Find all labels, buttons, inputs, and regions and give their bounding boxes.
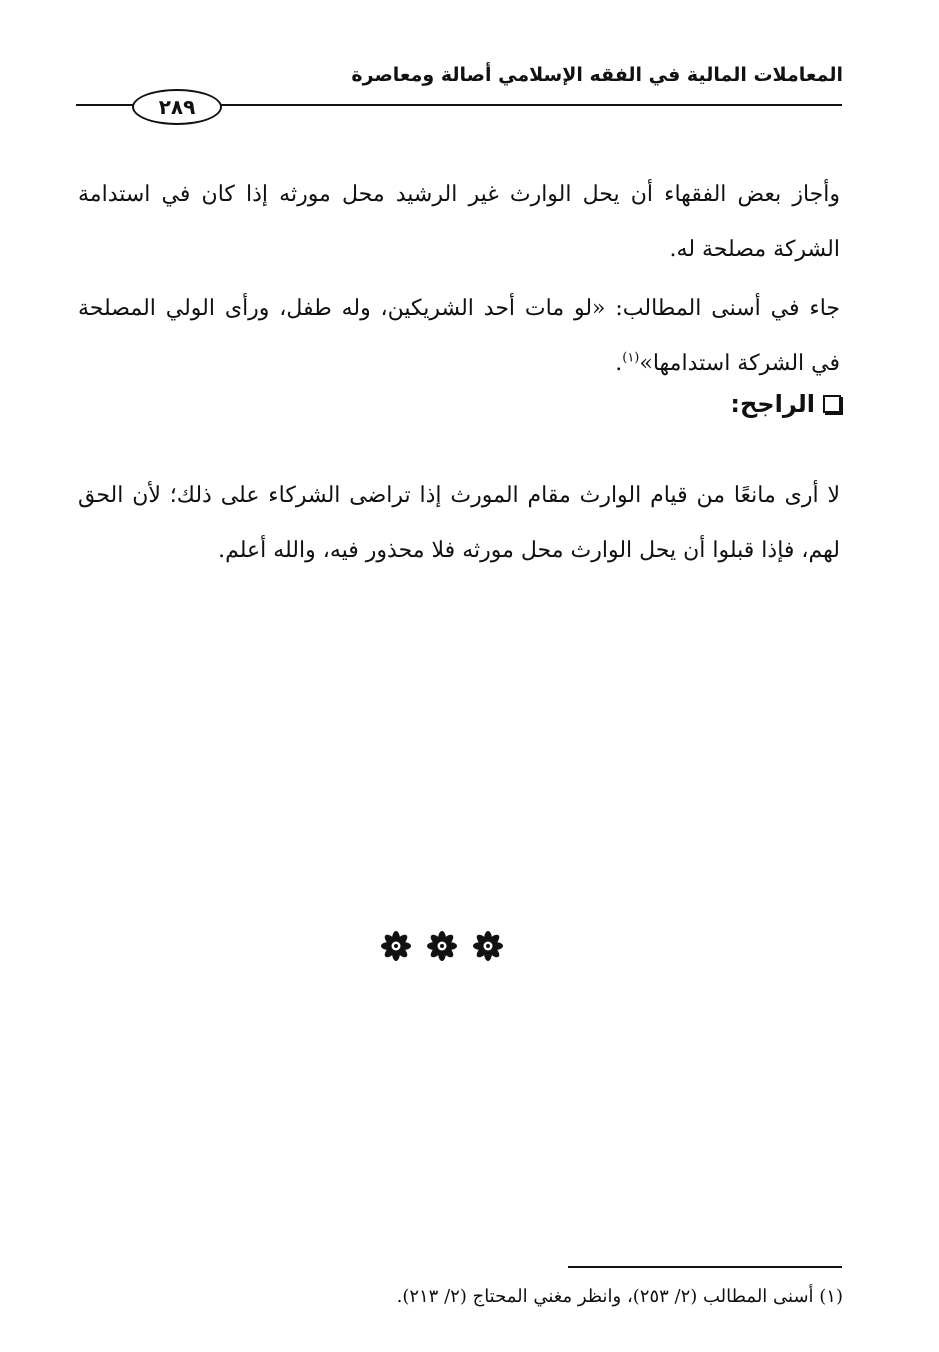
page-number-badge: ٢٨٩: [132, 89, 222, 125]
paragraph-conclusion: لا أرى مانعًا من قيام الوارث مقام المورث إذا تراضى الشركاء على ذلك؛ لأن الحق لهم، فإذا قبلوا أن يحل الوارث محل مورثه فلا محذور فيه، والله أعلم.: [78, 483, 840, 563]
section-heading-label: الراجح:: [730, 390, 815, 418]
flower-ornament-icon: [426, 930, 458, 962]
section-heading-preferred-view: [730, 390, 841, 418]
footnote-1: (١) أسنى المطالب (٢/ ٢٥٣)، وانظر مغني المحتاج (٢/ ٢١٣).: [396, 1286, 843, 1307]
footnote-separator-rule: [568, 1266, 842, 1268]
quote-period: .: [615, 351, 623, 376]
footnote-reference: (١): [622, 350, 640, 366]
square-bullet-icon: [823, 395, 841, 413]
flower-ornament-icon: [380, 930, 412, 962]
quote-text: جاء في أسنى المطالب: «لو مات أحد الشريكين، وله طفل، ورأى الولي المصلحة في الشركة استدامها»: [78, 296, 840, 376]
running-header-title: المعاملات المالية في الفقه الإسلامي أصالة ومعاصرة: [351, 64, 843, 86]
flower-ornament-icon: [472, 930, 504, 962]
section-separator-ornaments: [380, 928, 504, 964]
paragraph-heir-permission: وأجاز بعض الفقهاء أن يحل الوارث غير الرشيد محل مورثه إذا كان في استدامة الشركة مصلحة له.: [78, 182, 840, 262]
paragraph-asna-quote: [78, 281, 840, 391]
